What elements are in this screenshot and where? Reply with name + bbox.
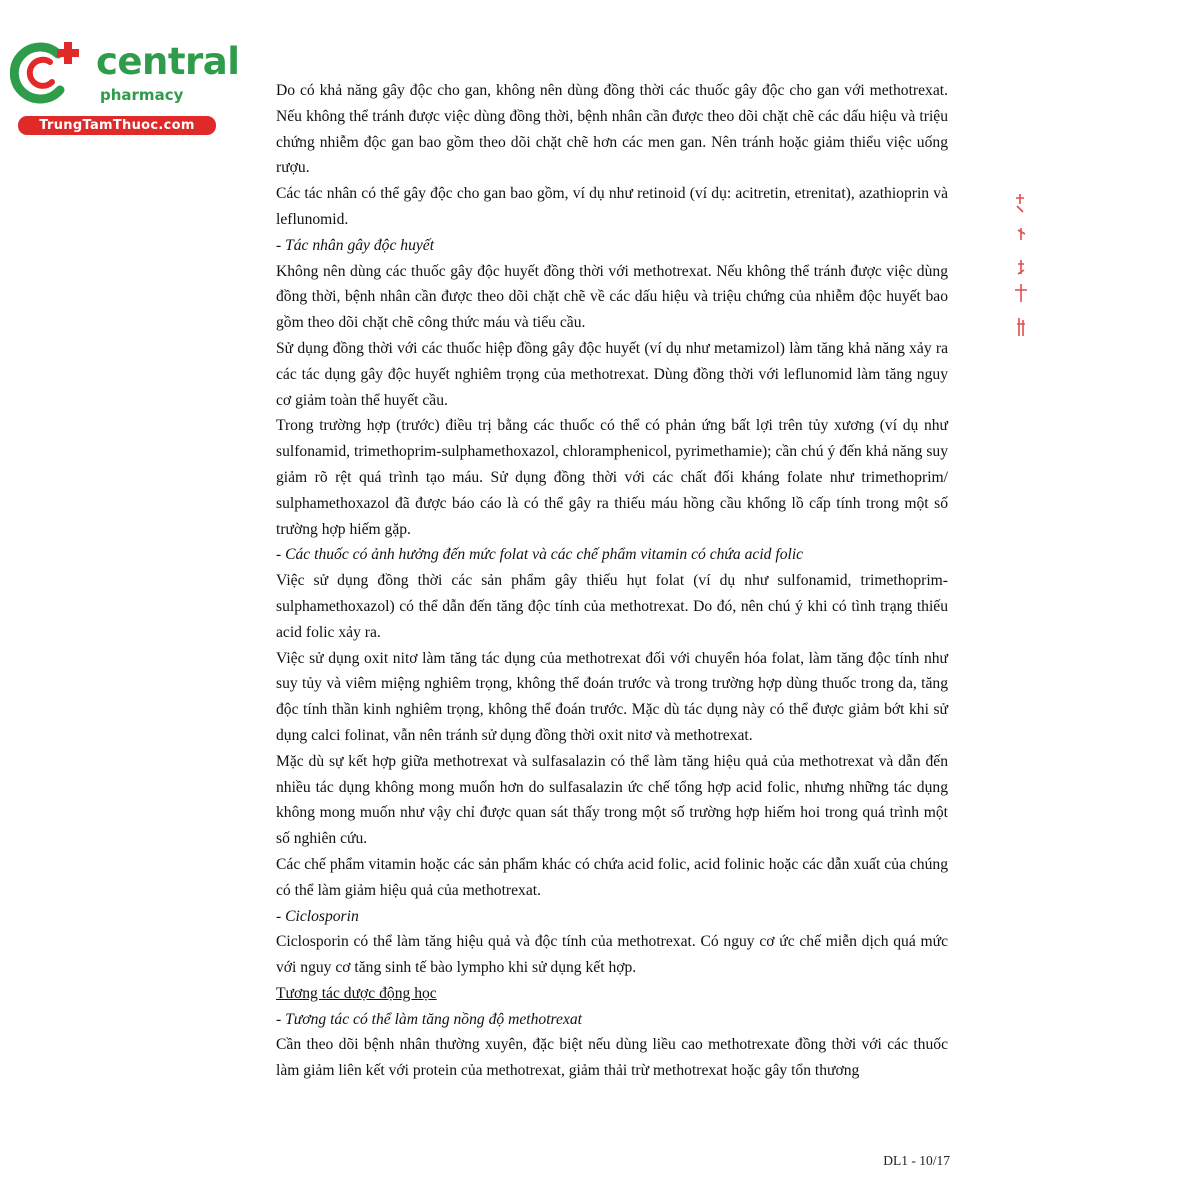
paragraph: Việc sử dụng đồng thời các sản phẩm gây thiếu hụt folat (ví dụ như sulfonamid, trimethoprim-sulphamethoxazol) có thể dẫn đến tăng độc tính của methotrexat. Do đó, nên chú ý khi có tình trạng thiếu acid folic xảy ra. [276, 572, 948, 641]
document-body [276, 78, 948, 1084]
logo-brand: central [96, 40, 240, 83]
central-pharmacy-logo[interactable] [10, 38, 240, 136]
paragraph: Mặc dù sự kết hợp giữa methotrexat và sulfasalazin có thể làm tăng hiệu quả của methotrexat và dẫn đến nhiều tác dụng không mong muốn hơn do sulfasalazin ức chế tổng hợp acid folic, nhưng những tác dụng không mong muốn như vậy chỉ được quan sát thấy trong một số trường hợp hiếm hoi trong quá trình một số nghiên cứu. [276, 752, 948, 848]
section-heading: - Tương tác có thể làm tăng nồng độ methotrexat [276, 1010, 582, 1028]
logo-url-badge[interactable]: TrungTamThuoc.com [18, 116, 216, 135]
section-heading: - Các thuốc có ảnh hưởng đến mức folat và các chế phẩm vitamin có chứa acid folic [276, 546, 804, 564]
paragraph: Cần theo dõi bệnh nhân thường xuyên, đặc biệt nếu dùng liều cao methotrexate đồng thời với các thuốc làm giảm liên kết với protein của methotrexat, giảm thải trừ methotrexat hoặc gây tổn thương [276, 1036, 948, 1080]
paragraph: Việc sử dụng oxit nitơ làm tăng tác dụng của methotrexat đối với chuyển hóa folat, làm tăng độc tính như suy tủy và viêm miệng nghiêm trọng, không thể đoán trước và trong trường hợp dùng thuốc trong da, tăng độc tính thần kinh nghiêm trọng, không thể đoán trước. Mặc dù tác dụng này có thể được giảm bớt khi sử dụng calci folinat, vẫn nên tránh sử dụng đồng thời oxit nitơ và methotrexat. [276, 649, 948, 744]
paragraph: Do có khả năng gây độc cho gan, không nên dùng đồng thời các thuốc gây độc cho gan với methotrexat. Nếu không thể tránh được việc dùng đồng thời, bệnh nhân cần được theo dõi chặt chẽ các dấu hiệu và triệu chứng nhiễm độc gan bao gồm theo dõi chặt chẽ hơn các men gan. Nên tránh hoặc giảm thiểu việc uống rượu. [276, 82, 948, 177]
section-heading: - Ciclosporin [276, 907, 359, 925]
logo-subtitle: pharmacy [100, 86, 184, 104]
paragraph: Các chế phẩm vitamin hoặc các sản phẩm khác có chứa acid folic, acid folinic hoặc các dẫn xuất của chúng có thể làm giảm hiệu quả của methotrexat. [276, 855, 948, 899]
paragraph: Trong trường hợp (trước) điều trị bằng các thuốc có thể có phản ứng bất lợi trên tủy xương (ví dụ như sulfonamid, trimethoprim-sulphamethoxazol, chloramphenicol, pyrimethamie); cần chú ý đến khả năng suy giảm rõ rệt quá trình tạo máu. Sử dụng đồng thời với các chất đối kháng folate như trimethoprim/ sulphamethoxazol đã được báo cáo là có thể gây ra thiếu máu hồng cầu khổng lồ cấp tính trong một số trường hợp hiếm gặp. [276, 417, 948, 538]
page-number: DL1 - 10/17 [883, 1153, 950, 1168]
paragraph: Sử dụng đồng thời với các thuốc hiệp đồng gây độc huyết (ví dụ như metamizol) làm tăng khả năng xảy ra các tác dụng gây độc huyết nghiêm trọng của methotrexat. Dùng đồng thời với leflunomid làm tăng nguy cơ giảm toàn thể huyết cầu. [276, 339, 948, 409]
paragraph: Không nên dùng các thuốc gây độc huyết đồng thời với methotrexat. Nếu không thể tránh được việc dùng đồng thời, bệnh nhân cần được theo dõi chặt chẽ về các dấu hiệu và triệu chứng của nhiễm độc huyết bao gồm theo dõi chặt chẽ công thức máu và tiểu cầu. [276, 262, 948, 332]
red-stamp-mark [1008, 190, 1036, 350]
section-title-underlined: Tương tác dược động học [276, 984, 437, 1002]
paragraph: Các tác nhân có thể gây độc cho gan bao gồm, ví dụ như retinoid (ví dụ: acitretin, etrenitat), azathioprin và leflunomid. [276, 185, 948, 228]
paragraph: Ciclosporin có thể làm tăng hiệu quả và độc tính của methotrexat. Có nguy cơ ức chế miễn dịch quá mức với nguy cơ tăng sinh tế bào lympho khi sử dụng kết hợp. [276, 933, 948, 977]
section-heading: - Tác nhân gây độc huyết [276, 236, 435, 254]
pharmacy-cross-logo-icon [10, 40, 88, 104]
